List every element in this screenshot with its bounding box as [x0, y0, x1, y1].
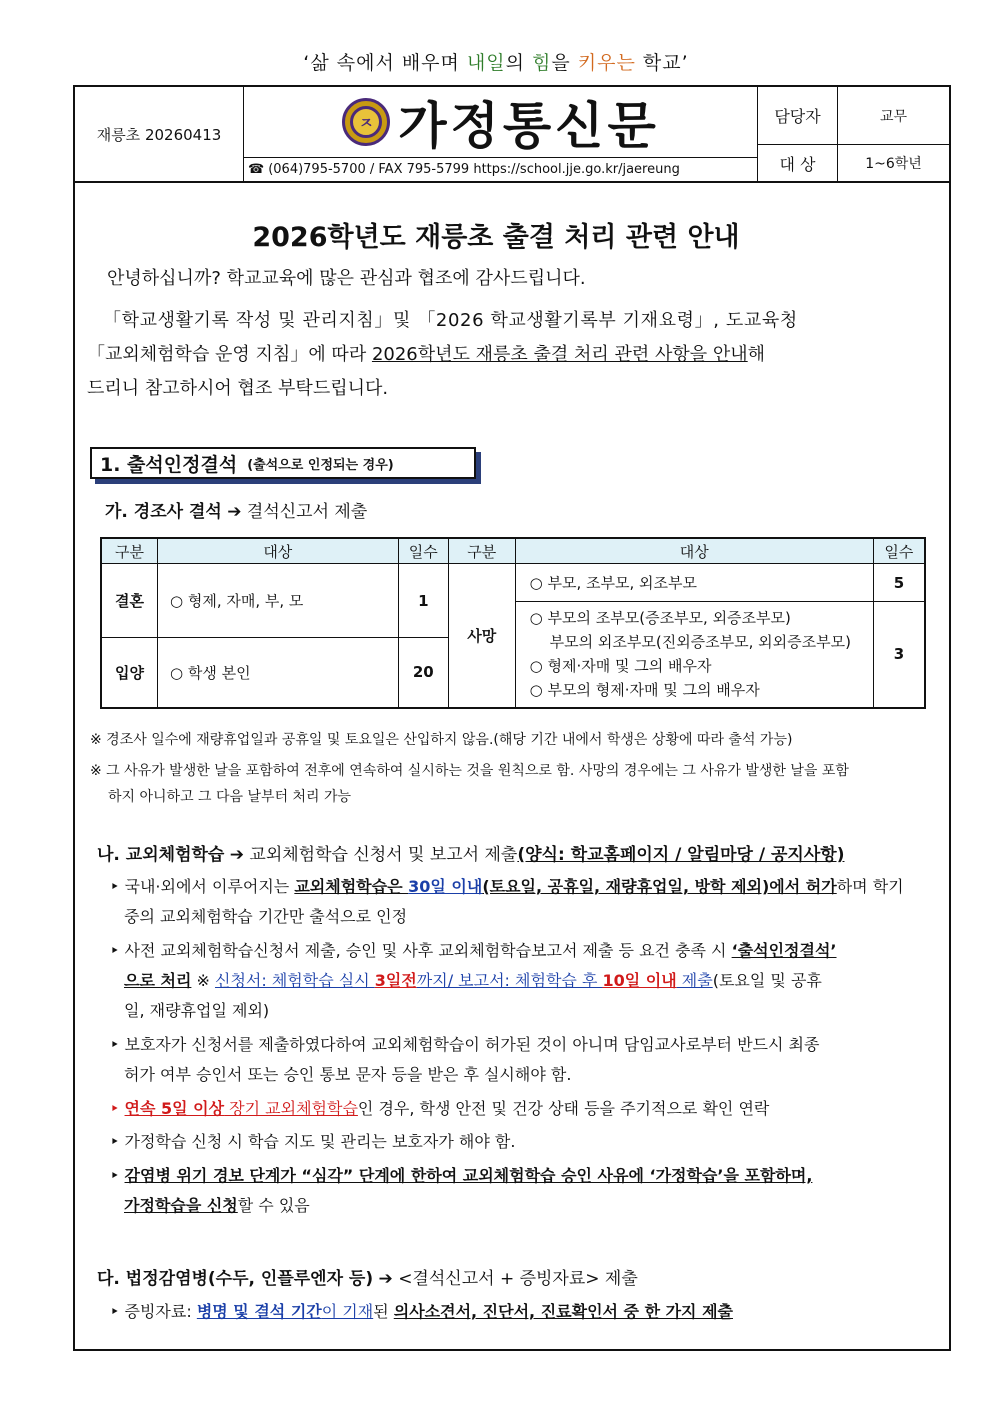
- form-location: (양식: 학교홈페이지 / 알림마당 / 공지사항): [517, 845, 845, 865]
- bullet-text: ‣ 사전 교외체험학습신청서 제출, 승인 및 사후 교외체험학습보고서 제출 등 요건 충족 시: [110, 941, 732, 960]
- bullet-text: ‣ 증빙자료:: [110, 1302, 197, 1321]
- table-row: [101, 564, 925, 602]
- bullet-item: 일, 재량휴업일 제외): [124, 1001, 270, 1020]
- bullet-text: 의사소견서, 진단서, 진료확인서 중 한 가지 제출: [393, 1302, 733, 1321]
- intro-line: 안녕하십니까? 학교교육에 많은 관심과 협조에 감사드립니다.: [107, 268, 586, 289]
- table-cell-line: ○ 형제·자매 및 그의 배우자: [529, 657, 712, 676]
- bullet-text: (토요일 및 공휴: [712, 971, 822, 990]
- bullet-text: ‣: [110, 1099, 125, 1118]
- bullet-text: 이 기재: [321, 1302, 374, 1321]
- target-label: 대 상: [757, 145, 837, 181]
- bullet-text: 장기 교외체험학습: [224, 1099, 358, 1118]
- table-cell: 1: [398, 564, 448, 638]
- bullet-item: ‣ 보호자가 신청서를 제출하였다하여 교외체험학습이 허가된 것이 아니며 담임교사로부터 반드시 최종: [110, 1035, 820, 1054]
- table-cell: ○ 부모, 조부모, 외조부모: [515, 564, 873, 602]
- table-cell: [515, 602, 873, 708]
- note: 하지 아니하고 그 다음 날부터 처리 가능: [108, 789, 352, 805]
- bullet-text: ‘출석인정결석’: [731, 941, 837, 960]
- table-cell: 20: [398, 638, 448, 708]
- bullet-text: ※: [191, 971, 215, 990]
- subsection-text: 결석신고서 제출: [246, 502, 368, 522]
- contact-text: (064)795-5700 / FAX 795-5799 https://school.jje.go.kr/jaereung: [268, 162, 680, 177]
- bullet-item: 허가 여부 승인서 또는 승인 통보 문자 등을 받은 후 실시해야 함.: [124, 1065, 572, 1084]
- motto-text: 키우는: [577, 52, 636, 74]
- table-cell: ○ 형제, 자매, 부, 모: [158, 564, 399, 638]
- phone-icon: ☎: [248, 162, 265, 177]
- note: ※ 그 사유가 발생한 날을 포함하여 전후에 연속하여 실시하는 것을 원칙으로 함. 사망의 경우에는 그 사유가 발생한 날을 포함: [90, 763, 849, 779]
- bullet-item: 중의 교외체험학습 기간만 출석으로 인정: [124, 907, 408, 926]
- table-cell: 3: [873, 602, 925, 708]
- intro-line: 드리니 참고하시어 협조 부탁드립니다.: [87, 378, 389, 399]
- bullet-text: 까지/ 보고서: 체험학습 후: [416, 971, 603, 990]
- bullet-text: 으로 처리: [124, 971, 192, 990]
- intro-emphasis: 2026학년도 재릉초 출결 처리 관련 사항을 안내: [371, 344, 748, 365]
- section-subtitle: (출석으로 인정되는 경우): [247, 457, 394, 473]
- bullet-text: 교외체험학습은: [294, 877, 409, 896]
- subsection-text: 교외체험학습 신청서 및 보고서 제출: [249, 845, 518, 865]
- letter-header: [75, 87, 949, 183]
- letterhead: [243, 87, 758, 157]
- intro-line: 「학교생활기록 작성 및 관리지침」및 「2026 학교생활기록부 기재요령」, 도교육청: [103, 310, 798, 331]
- motto-text: 힘: [532, 52, 552, 74]
- bullet-text: 10일 이내: [602, 971, 677, 990]
- bullet-item: [110, 1094, 945, 1124]
- subsection-na: [97, 840, 844, 865]
- bullet-item: [110, 936, 945, 966]
- contact-info: [243, 157, 757, 181]
- table-header: 일수: [873, 538, 925, 564]
- bullet-text: 연속 5일 이상: [124, 1099, 225, 1118]
- bullet-text: 병명 및 결석 기간: [196, 1302, 322, 1321]
- bullet-text: 3일전: [374, 971, 417, 990]
- bullet-item: [110, 872, 945, 902]
- bullet-text: 하며 학기: [836, 877, 904, 896]
- subsection-label: 다. 법정감염병(수두, 인플루엔자 등): [97, 1269, 374, 1289]
- bullet-text: 인 경우, 학생 안전 및 건강 상태 등을 주기적으로 확인 연락: [357, 1099, 770, 1118]
- intro-text: 해: [747, 344, 766, 365]
- subsection-label: 나. 교외체험학습: [97, 845, 225, 865]
- bullet-item: [110, 1191, 945, 1221]
- motto-text: 학교’: [635, 52, 689, 74]
- bullet-text: 할 수 있음: [237, 1196, 310, 1215]
- arrow-right-icon: ➔: [229, 845, 244, 865]
- arrow-right-icon: ➔: [378, 1269, 393, 1289]
- bullet-text: 감염병 위기 경보 단계가 “심각” 단계에 한하여 교외체험학습 승인 사유에 ‘가정학습’을 포함하며,: [124, 1166, 813, 1185]
- bullet-item: [110, 1161, 945, 1191]
- manager-value: 교무: [837, 87, 949, 145]
- bullet-text: 신청서: 체험학습 실시: [214, 971, 375, 990]
- school-motto: [0, 48, 992, 75]
- section-heading: [90, 447, 476, 479]
- intro-line: [87, 338, 942, 372]
- target-value: 1~6학년: [837, 145, 949, 181]
- bullet-text: 제출: [676, 971, 713, 990]
- motto-text: 을: [551, 52, 578, 74]
- table-cell: 5: [873, 564, 925, 602]
- table-cell-line: ○ 부모의 형제·자매 및 그의 배우자: [529, 681, 760, 700]
- bullet-text: ‣ 국내·외에서 이루어지는: [110, 877, 295, 896]
- note: ※ 경조사 일수에 재량휴업일과 공휴일 및 토요일은 산입하지 않음.(해당 기간 내에서 학생은 상황에 따라 출석 가능): [90, 732, 793, 748]
- newsletter-title: 가정통신문: [398, 96, 660, 155]
- table-header: 대상: [515, 538, 873, 564]
- table-cell: 결혼: [101, 564, 158, 638]
- school-logo-icon: [342, 98, 390, 146]
- bullet-text: (토요일, 공휴일, 재량휴업일, 방학 제외)에서 허가: [482, 877, 837, 896]
- table-cell-line: ○ 부모의 조부모(증조부모, 외증조부모): [529, 609, 791, 628]
- section-title: 1. 출석인정결석: [100, 453, 238, 476]
- table-cell: 입양: [101, 638, 158, 708]
- bullet-text: 된: [373, 1302, 394, 1321]
- school-logo-glyph: ㅈ: [350, 106, 382, 138]
- table-header: 구분: [448, 538, 515, 564]
- table-header: 일수: [398, 538, 448, 564]
- page-title: 2026학년도 재릉초 출결 처리 관련 안내: [252, 222, 740, 253]
- bullet-text: 가정학습을 신청: [124, 1196, 238, 1215]
- bullet-text: ‣: [110, 1166, 125, 1185]
- motto-text: 의: [505, 52, 533, 74]
- table-cell-line: 부모의 외조부모(진외증조부모, 외외증조부모): [549, 633, 851, 652]
- motto-text: ‘삶 속에서 배우며: [303, 52, 467, 74]
- table-header-row: [101, 538, 925, 564]
- subsection-label: 가. 경조사 결석: [105, 502, 222, 522]
- arrow-right-icon: ➔: [227, 502, 242, 522]
- document-id: 재릉초 20260413: [96, 125, 222, 144]
- bullet-text: 30일 이내: [408, 877, 483, 896]
- manager-label: 담당자: [757, 87, 837, 145]
- table-header: 구분: [101, 538, 158, 564]
- table-header: 대상: [158, 538, 399, 564]
- motto-text: 내일: [466, 52, 506, 74]
- bullet-item: ‣ 가정학습 신청 시 학습 지도 및 관리는 보호자가 해야 함.: [110, 1132, 516, 1151]
- subsection-ga: [105, 497, 367, 522]
- subsection-text: <결석신고서 + 증빙자료> 제출: [398, 1269, 638, 1289]
- intro-text: 「교외체험학습 운영 지침」에 따라: [87, 344, 372, 365]
- table-cell: 사망: [448, 564, 515, 708]
- bullet-item: [110, 1297, 945, 1327]
- bullet-item: [110, 966, 945, 996]
- table-cell: ○ 학생 본인: [158, 638, 399, 708]
- subsection-da: [97, 1264, 638, 1289]
- leave-days-table: [100, 537, 926, 709]
